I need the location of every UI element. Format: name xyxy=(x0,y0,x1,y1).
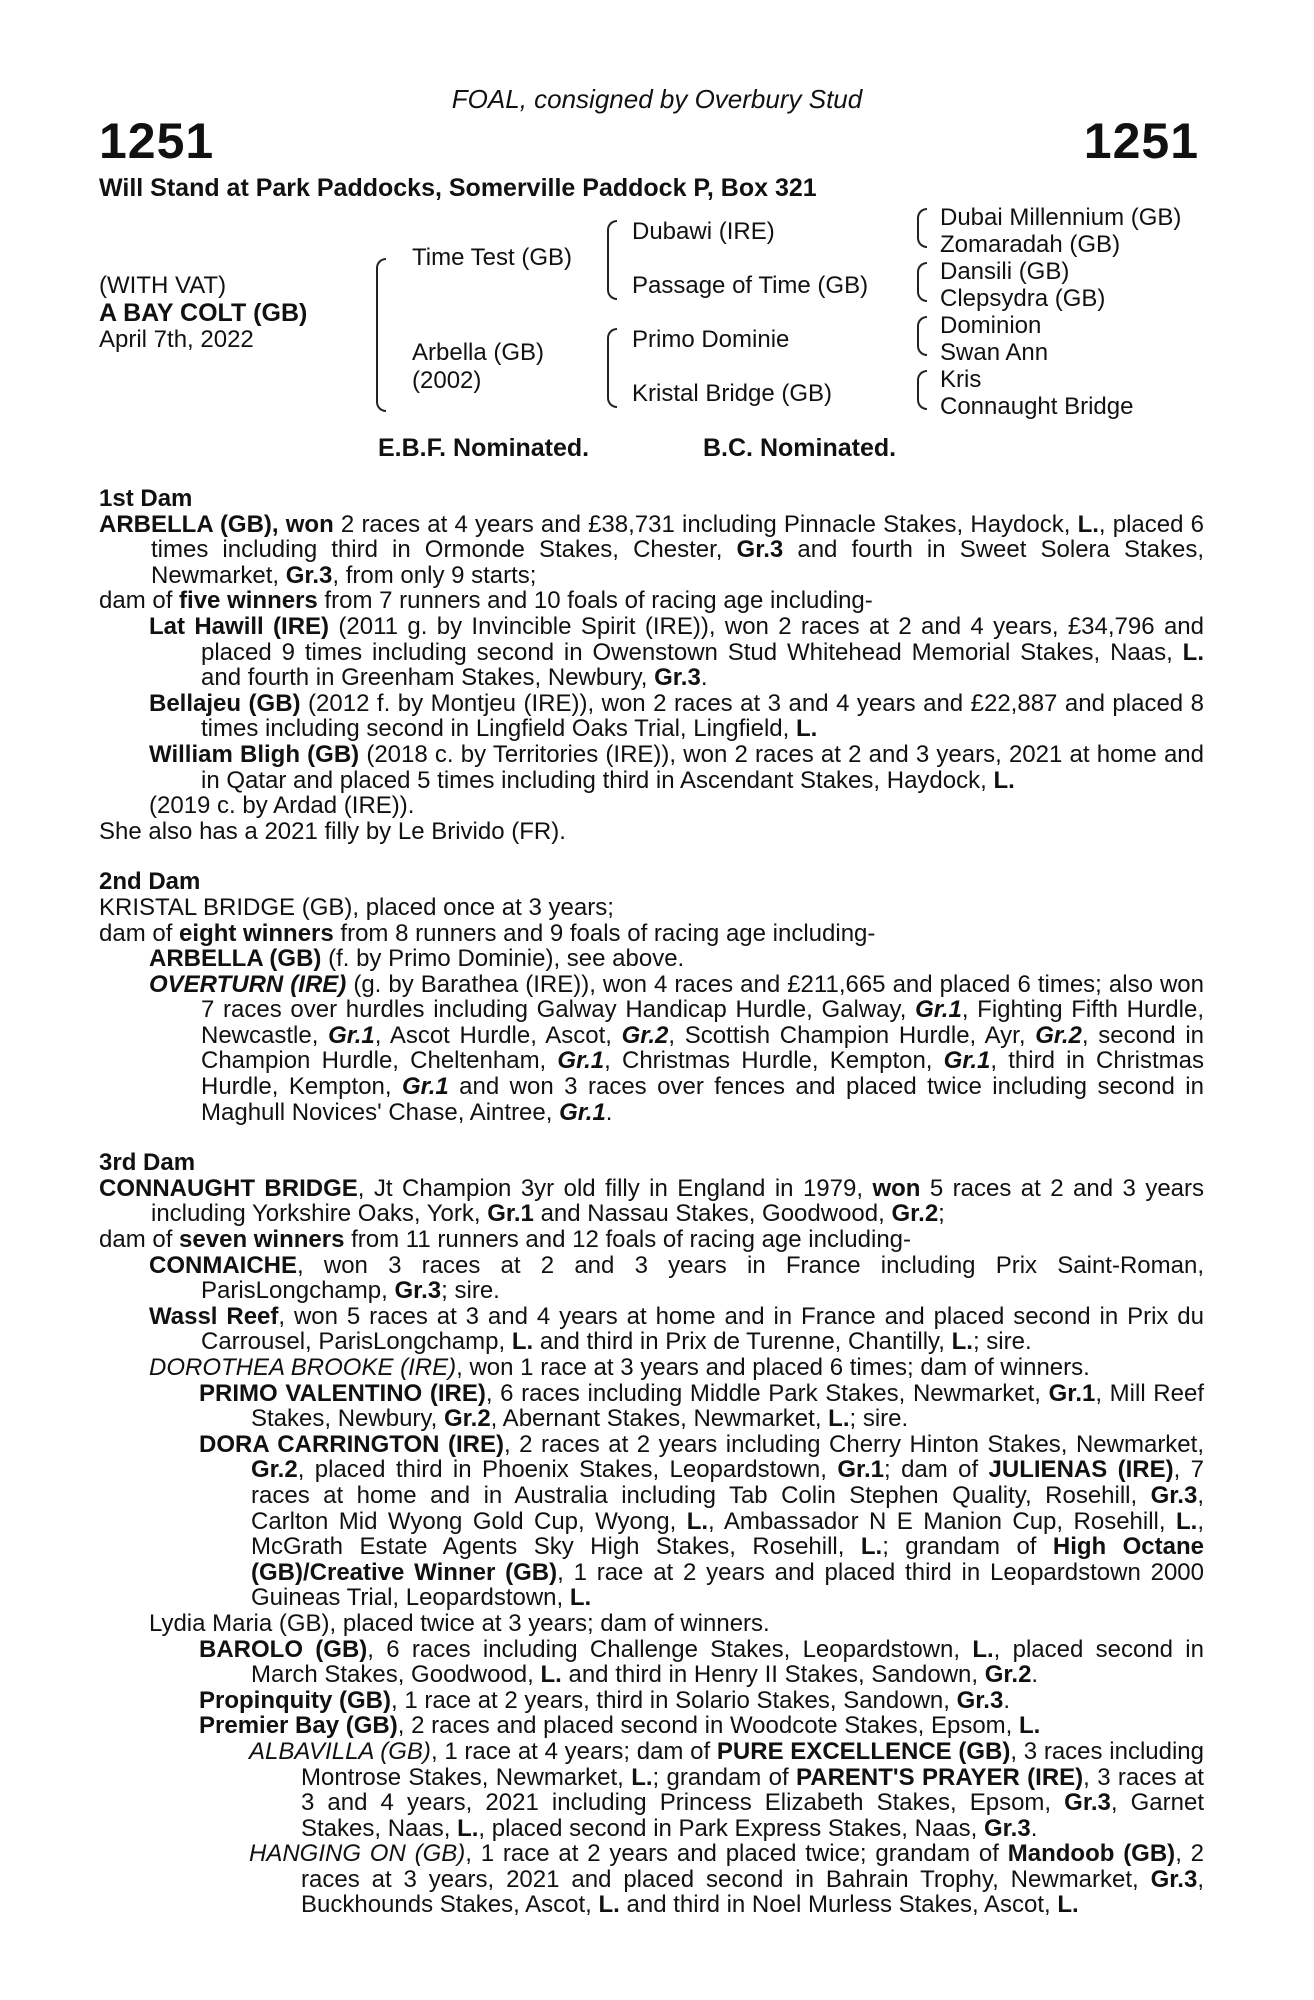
text: , Mill Reef Stakes, Newbury, xyxy=(251,1379,1204,1433)
pedigree-brace-sire xyxy=(607,220,617,300)
text: and fourth in Sweet Solera Stakes, Newmarket, xyxy=(151,536,1205,589)
text: , 1 race at 2 years and placed third in Leopardstown 2000 Guineas Trial, Leopardstown, xyxy=(251,1558,1204,1612)
pedigree-sss: Dubai Millennium (GB) xyxy=(940,204,1182,231)
group-badge: Gr.3 xyxy=(285,561,333,589)
listed-badge: L. xyxy=(511,1328,534,1356)
produce-entry xyxy=(99,1841,1204,1918)
text: and Nassau Stakes, Goodwood, xyxy=(533,1200,892,1228)
text: (f. by Primo Dominie), see above. xyxy=(321,945,685,973)
pedigree-sire: Time Test (GB) xyxy=(412,244,573,271)
won-label: , won xyxy=(271,510,334,538)
pedigree-brace-ss xyxy=(917,208,927,248)
listed-badge: L. xyxy=(951,1328,973,1356)
pedigree-sire-dam: Passage of Time (GB) xyxy=(632,272,869,299)
text: ; sire. xyxy=(441,1277,500,1305)
listed-badge: L. xyxy=(972,1635,994,1663)
listed-badge: L. xyxy=(1057,1891,1079,1919)
horse-name: ARBELLA (GB) xyxy=(149,945,322,973)
pedigree-ddd: Connaught Bridge xyxy=(940,393,1134,420)
horse-name: PARENT'S PRAYER (IRE) xyxy=(796,1763,1084,1791)
listed-badge: L. xyxy=(1176,1507,1198,1535)
pedigree-ssd: Zomaradah (GB) xyxy=(940,231,1121,258)
pedigree-brace-ds xyxy=(917,316,927,356)
third-dam-entry xyxy=(99,1176,1204,1227)
listed-badge: L. xyxy=(631,1763,653,1791)
text: from 11 runners and 12 foals of racing age including- xyxy=(344,1226,912,1254)
pedigree-sds: Dansili (GB) xyxy=(940,258,1070,285)
horse-name: JULIENAS (IRE) xyxy=(988,1456,1174,1484)
horse-name: BAROLO (GB) xyxy=(199,1635,368,1663)
text: and third in Prix de Turenne, Chantilly, xyxy=(533,1328,952,1356)
text: from 7 runners and 10 foals of racing age including- xyxy=(317,587,873,615)
text: . xyxy=(1030,1814,1038,1842)
group-badge: Gr.1 xyxy=(837,1456,885,1484)
second-dam-heading: 2nd Dam xyxy=(99,868,201,896)
group-badge: Gr.3 xyxy=(1064,1789,1111,1817)
pedigree-dss: Dominion xyxy=(940,312,1042,339)
text: , 1 race at 4 years; dam of xyxy=(430,1737,717,1765)
text: , second in Champion Hurdle, Cheltenham, xyxy=(201,1021,1205,1075)
group-badge: Gr.3 xyxy=(1150,1865,1198,1893)
text: ; grandam of xyxy=(882,1533,1053,1561)
third-dam-heading: 3rd Dam xyxy=(99,1149,196,1177)
pedigree-brace-dd xyxy=(917,370,927,410)
produce-entry xyxy=(99,742,1204,793)
winners-count: seven winners xyxy=(179,1226,345,1254)
group-badge: Gr.1 xyxy=(557,1047,605,1075)
text: dam of xyxy=(99,1226,180,1254)
horse-name: Lat Hawill (IRE) xyxy=(149,612,330,640)
group-badge: Gr.3 xyxy=(956,1686,1004,1714)
text: , won 1 race at 3 years and placed 6 times; dam of winners. xyxy=(456,1354,1090,1381)
ebf-nomination: E.B.F. Nominated. xyxy=(378,434,590,462)
text: ; sire. xyxy=(849,1405,909,1433)
lot-number-left: 1251 xyxy=(99,113,215,169)
horse-name: Propinquity (GB) xyxy=(199,1686,391,1714)
text: , 1 race at 2 years and placed twice; grandam of xyxy=(465,1840,1008,1868)
text: , Ascot Hurdle, Ascot, xyxy=(374,1021,622,1049)
text: , placed second in March Stakes, Goodwood, xyxy=(251,1635,1204,1689)
text: (2018 c. by Territories (IRE)), won 2 races at 2 and 3 years, 2021 at home and in Qatar and placed 5 times including third in Ascendant Stakes, Haydock, xyxy=(201,740,1205,794)
text: , Scottish Champion Hurdle, Ayr, xyxy=(668,1021,1036,1049)
second-dam-entry: KRISTAL BRIDGE (GB), placed once at 3 years; xyxy=(99,893,614,921)
produce-entry: (2019 c. by Ardad (IRE)). xyxy=(149,792,415,820)
pedigree-sire-sire: Dubawi (IRE) xyxy=(632,218,775,245)
group-badge: Gr.2 xyxy=(984,1661,1032,1689)
pedigree-dam-year: (2002) xyxy=(412,367,482,394)
listed-badge: L. xyxy=(795,715,818,743)
produce-entry: Lydia Maria (GB), placed twice at 3 years; dam of winners. xyxy=(149,1609,770,1637)
group-badge: Gr.1 xyxy=(915,996,962,1024)
text: , 6 races including Middle Park Stakes, Newmarket, xyxy=(485,1379,1049,1407)
group-badge: Gr.1 xyxy=(487,1200,534,1228)
text: , McGrath Estate Agents Sky High Stakes, Rosehill, xyxy=(251,1507,1204,1561)
group-badge: Gr.3 xyxy=(394,1277,442,1305)
listed-badge: L. xyxy=(598,1891,620,1919)
group-badge: Gr.3 xyxy=(984,1814,1031,1842)
first-dam-produce-summary xyxy=(99,588,1204,614)
text: 2 races at 4 years and £38,731 including Pinnacle Stakes, Haydock, xyxy=(333,510,1078,538)
listed-badge: L. xyxy=(569,1584,592,1612)
group-badge: Gr.2 xyxy=(621,1021,669,1049)
bc-nomination: B.C. Nominated. xyxy=(703,434,897,462)
produce-entry xyxy=(99,1304,1204,1355)
listed-badge: L. xyxy=(686,1507,709,1535)
horse-name: Bellajeu (GB) xyxy=(149,689,301,717)
horse-name: William Bligh (GB) xyxy=(149,740,360,768)
text: ; xyxy=(938,1200,945,1228)
second-dam-produce-summary xyxy=(99,921,1204,947)
group-badge: Gr.3 xyxy=(654,664,701,692)
listed-badge: L. xyxy=(993,766,1015,794)
text: and won 3 races over fences and placed twice including second in Maghull Novices' Chase, Aintree, xyxy=(201,1073,1204,1126)
third-dam-produce-summary xyxy=(99,1227,1204,1253)
produce-entry xyxy=(99,946,1204,972)
produce-entry xyxy=(99,1637,1204,1688)
horse-dob: April 7th, 2022 xyxy=(99,326,254,353)
text: , 1 race at 2 years, third in Solario Stakes, Sandown, xyxy=(390,1686,957,1714)
pedigree-dam-sire: Primo Dominie xyxy=(632,326,790,353)
produce-entry xyxy=(99,1713,1204,1739)
text: 5 races at 2 and 3 years including Yorkshire Oaks, York, xyxy=(151,1174,1205,1228)
text: , Christmas Hurdle, Kempton, xyxy=(604,1047,944,1075)
horse-name: OVERTURN (IRE) xyxy=(149,970,347,998)
winners-count: eight winners xyxy=(179,919,334,947)
text: , 6 races including Challenge Stakes, Leopardstown, xyxy=(367,1635,973,1663)
group-badge: Gr.2 xyxy=(443,1405,491,1433)
text: , Carlton Mid Wyong Gold Cup, Wyong, xyxy=(251,1481,1204,1535)
group-badge: Gr.1 xyxy=(328,1021,375,1049)
horse-name: PRIMO VALENTINO (IRE) xyxy=(199,1379,486,1407)
listed-badge: L. xyxy=(828,1405,850,1433)
group-badge: Gr.3 xyxy=(736,536,784,564)
text: , placed 6 times including third in Ormonde Stakes, Chester, xyxy=(151,510,1204,564)
pedigree-brace-sd xyxy=(917,262,927,302)
text: , 2 races and placed second in Woodcote Stakes, Epsom, xyxy=(397,1712,1019,1740)
text: , placed second in Park Express Stakes, Naas, xyxy=(478,1814,984,1842)
consignor-line: FOAL, consigned by Overbury Stud xyxy=(451,84,863,114)
listed-badge: L. xyxy=(860,1533,883,1561)
group-badge: Gr.1 xyxy=(402,1073,449,1101)
text: , 3 races including Montrose Stakes, Newmarket, xyxy=(301,1737,1204,1791)
horse-name: DOROTHEA BROOKE (IRE) xyxy=(149,1354,457,1381)
group-badge: Gr.3 xyxy=(1150,1481,1198,1509)
text: ; sire. xyxy=(972,1328,1032,1356)
text: , from only 9 starts; xyxy=(332,561,537,589)
vat-label: (WITH VAT) xyxy=(99,272,227,299)
horse-name: Wassl Reef xyxy=(149,1302,279,1330)
pedigree-dds: Kris xyxy=(940,366,982,393)
text: , placed third in Phoenix Stakes, Leopardstown, xyxy=(297,1456,838,1484)
stand-location: Will Stand at Park Paddocks, Somerville Paddock P, Box 321 xyxy=(99,174,817,202)
won-label: won xyxy=(872,1174,921,1202)
horse-name: ALBAVILLA (GB) xyxy=(249,1737,431,1765)
produce-entry xyxy=(99,1355,1204,1381)
pedigree-dam-dam: Kristal Bridge (GB) xyxy=(632,380,833,407)
horse-name: A BAY COLT (GB) xyxy=(99,299,308,327)
text: , 2 races at 2 years including Cherry Hinton Stakes, Newmarket, xyxy=(504,1430,1204,1458)
text: , Garnet Stakes, Naas, xyxy=(301,1789,1204,1842)
text: , third in Christmas Hurdle, Kempton, xyxy=(201,1047,1204,1101)
text: dam of xyxy=(99,919,180,947)
pedigree-sdd: Clepsydra (GB) xyxy=(940,285,1106,312)
text: , Jt Champion 3yr old filly in England in 1979, xyxy=(357,1174,873,1202)
lot-number-right: 1251 xyxy=(1083,113,1199,169)
group-badge: Gr.1 xyxy=(1048,1379,1096,1407)
produce-entry xyxy=(99,1688,1204,1714)
listed-badge: L. xyxy=(1182,638,1204,666)
group-badge: Gr.1 xyxy=(559,1098,606,1126)
pedigree-brace-main xyxy=(376,258,386,412)
listed-badge: L. xyxy=(1019,1712,1041,1740)
text: , 3 races at 3 and 4 years, 2021 including Princess Elizabeth Stakes, Epsom, xyxy=(301,1763,1204,1817)
produce-entry xyxy=(99,1432,1204,1611)
horse-name: PURE EXCELLENCE (GB) xyxy=(716,1737,1011,1765)
text: , won 5 races at 3 and 4 years at home and in France and placed second in Prix du Carrousel, ParisLongchamp, xyxy=(201,1302,1204,1356)
horse-name: CONMAICHE xyxy=(149,1251,297,1279)
winners-count: five winners xyxy=(179,587,318,615)
text: . xyxy=(1003,1686,1010,1714)
horse-name: High Octane (GB)/Creative Winner (GB) xyxy=(251,1533,1204,1586)
text: , 2 races at 3 years, 2021 and placed second in Bahrain Trophy, Newmarket, xyxy=(301,1840,1205,1893)
produce-entry xyxy=(99,1739,1204,1841)
group-badge: Gr.2 xyxy=(891,1200,939,1228)
text: . xyxy=(605,1098,613,1126)
horse-name: HANGING ON (GB) xyxy=(249,1840,466,1868)
text: and third in Noel Murless Stakes, Ascot, xyxy=(619,1891,1058,1919)
produce-entry xyxy=(99,1381,1204,1432)
group-badge: Gr.2 xyxy=(251,1456,298,1484)
first-dam-entry xyxy=(99,512,1204,589)
text: ; grandam of xyxy=(652,1763,797,1791)
text: and third in Henry II Stakes, Sandown, xyxy=(561,1661,985,1689)
dam-details xyxy=(99,486,1204,1918)
text: ; dam of xyxy=(884,1456,989,1484)
listed-badge: L. xyxy=(1077,510,1099,538)
text: (2011 g. by Invincible Spirit (IRE)), won 2 races at 2 and 4 years, £34,796 and placed 9 times including second in Owenstown Stud Whitehead Memorial Stakes, Naas, xyxy=(201,612,1204,666)
listed-badge: L. xyxy=(540,1661,562,1689)
listed-badge: L. xyxy=(457,1814,479,1842)
horse-name: Mandoob (GB) xyxy=(1007,1840,1176,1868)
text: from 8 runners and 9 foals of racing age including- xyxy=(333,919,876,947)
text: , won 3 races at 2 and 3 years in France including Prix Saint-Roman, ParisLongchamp, xyxy=(201,1251,1204,1305)
horse-name: CONNAUGHT BRIDGE xyxy=(99,1174,358,1202)
produce-entry xyxy=(99,972,1204,1126)
pedigree-dam: Arbella (GB) xyxy=(412,339,545,366)
horse-name: ARBELLA (GB) xyxy=(99,510,272,538)
first-dam-heading: 1st Dam xyxy=(99,485,193,512)
text: (2012 f. by Montjeu (IRE)), won 2 races at 3 and 4 years and £22,887 and placed 8 times including second in Lingfield Oaks Trial, Lingfield, xyxy=(201,689,1204,743)
text: , Abernant Stakes, Newmarket, xyxy=(490,1405,829,1433)
pedigree-dsd: Swan Ann xyxy=(940,339,1049,366)
text: , Buckhounds Stakes, Ascot, xyxy=(301,1865,1204,1919)
text: and fourth in Greenham Stakes, Newbury, xyxy=(201,664,655,692)
text: . xyxy=(700,664,708,692)
produce-entry xyxy=(99,691,1204,742)
pedigree-brace-dam xyxy=(607,328,617,408)
produce-entry xyxy=(99,1253,1204,1304)
text: , Fighting Fifth Hurdle, Newcastle, xyxy=(201,996,1204,1049)
produce-entry xyxy=(99,614,1204,691)
text: , Ambassador N E Manion Cup, Rosehill, xyxy=(708,1507,1176,1535)
text: (g. by Barathea (IRE)), won 4 races and £211,665 and placed 6 times; also won 7 races over hurdles including Galway Handicap Hurdle, Galway, xyxy=(201,970,1204,1024)
text: , 7 races at home and in Australia including Tab Colin Stephen Quality, Rosehill, xyxy=(251,1456,1205,1509)
text: dam of xyxy=(99,587,180,615)
horse-name: Premier Bay (GB) xyxy=(199,1712,398,1740)
group-badge: Gr.2 xyxy=(1035,1021,1082,1049)
horse-name: DORA CARRINGTON (IRE) xyxy=(199,1430,504,1458)
text: . xyxy=(1031,1661,1039,1689)
produce-note: She also has a 2021 filly by Le Brivido (FR). xyxy=(99,817,566,845)
group-badge: Gr.1 xyxy=(943,1047,991,1075)
